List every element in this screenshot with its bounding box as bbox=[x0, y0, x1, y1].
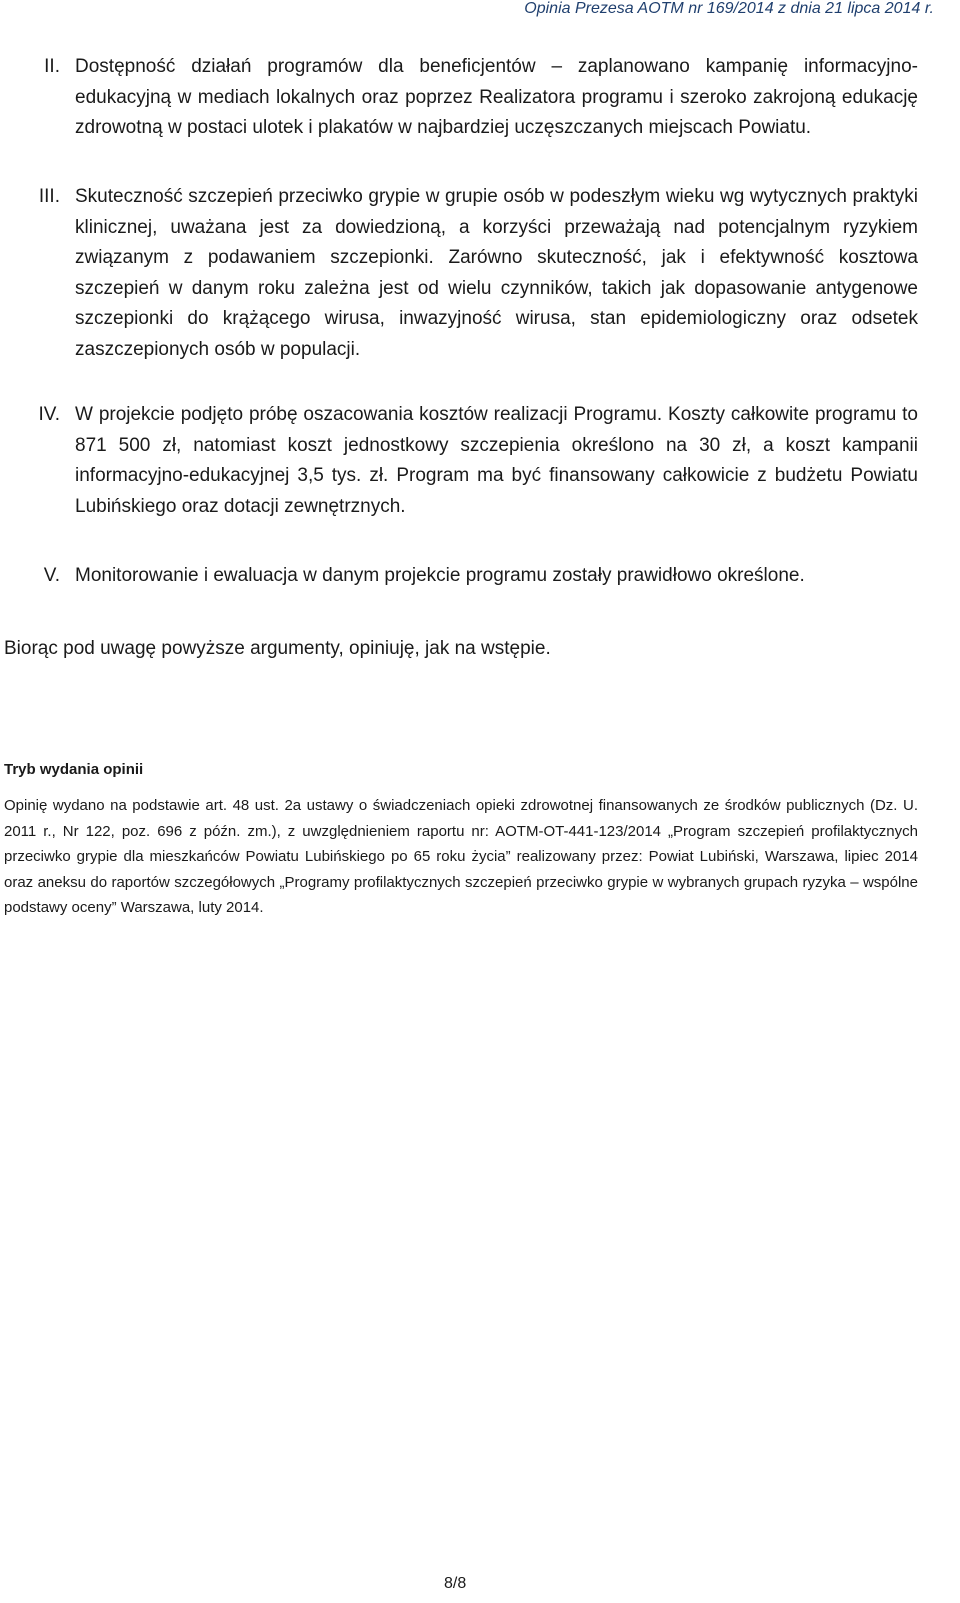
list-item-number: IV. bbox=[38, 404, 60, 425]
section-body-mode: Opinię wydano na podstawie art. 48 ust. 2a ustawy o świadczeniach opieki zdrowotnej finansowanych ze środków publicznych (Dz. U. 2011 r., Nr 122, poz. 696 z późn. zm.), z uwzględnieniem raportu nr: AOTM-OT-441-123/2014 „Program szczepień profilaktycznych przeciwko grypie dla mieszkańców Powiatu Lubińskiego po 65 roku życia” realizowany przez: Powiat Lubiński, Warszawa, lipiec 2014 oraz aneksu do raportów szczegółowych „Programy profilaktycznych szczepień przeciwko grypie w wybranych grupach ryzyka – wspólne podstawy oceny” Warszawa, luty 2014. bbox=[4, 797, 918, 916]
list-item-number: II. bbox=[44, 56, 60, 77]
list-item-number: V. bbox=[43, 565, 60, 586]
section-heading-mode: Tryb wydania opinii bbox=[4, 761, 144, 778]
list-item-text: Skuteczność szczepień przeciwko grypie w grupie osób w podeszłym wieku wg wytycznych praktyki klinicznej, uważana jest za dowiedzioną, a korzyści przeważają nad potencjalnym ryzykiem związanym z podawaniem szczepionki. Zarówno skuteczność, jak i efektywność kosztowa szczepień w danym roku zależna jest od wielu czynników, takich jak dopasowanie antygenowe szczepionki do krążącego wirusa, inwazyjność wirusa, stan epidemiologiczny oraz odsetek zaszczepionych osób w populacji. bbox=[75, 186, 918, 360]
page-number: 8/8 bbox=[444, 1575, 467, 1592]
running-header-title: Opinia Prezesa AOTM nr 169/2014 z dnia 21 lipca 2014 r. bbox=[524, 0, 934, 17]
list-item-text: W projekcie podjęto próbę oszacowania kosztów realizacji Programu. Koszty całkowite programu to 871 500 zł, natomiast koszt jednostkowy szczepienia określono na 30 zł, a koszt kampanii informacyjno-edukacyjnej 3,5 tys. zł. Program ma być finansowany całkowicie z budżetu Powiatu Lubińskiego oraz dotacji zewnętrznych. bbox=[75, 404, 918, 517]
running-header-bar bbox=[0, 0, 960, 22]
list-item-number: III. bbox=[38, 186, 60, 207]
list-item-text: Monitorowanie i ewaluacja w danym projekcie programu zostały prawidłowo określone. bbox=[75, 565, 805, 586]
list-item-text: Dostępność działań programów dla beneficjentów – zaplanowano kampanię informacyjno-edukacyjną w mediach lokalnych oraz poprzez Realizatora programu i szeroko zakrojoną edukację zdrowotną w postaci ulotek i plakatów w najbardziej uczęszczanych miejscach Powiatu. bbox=[75, 56, 918, 138]
conclusion-paragraph: Biorąc pod uwagę powyższe argumenty, opiniuję, jak na wstępie. bbox=[4, 638, 551, 659]
